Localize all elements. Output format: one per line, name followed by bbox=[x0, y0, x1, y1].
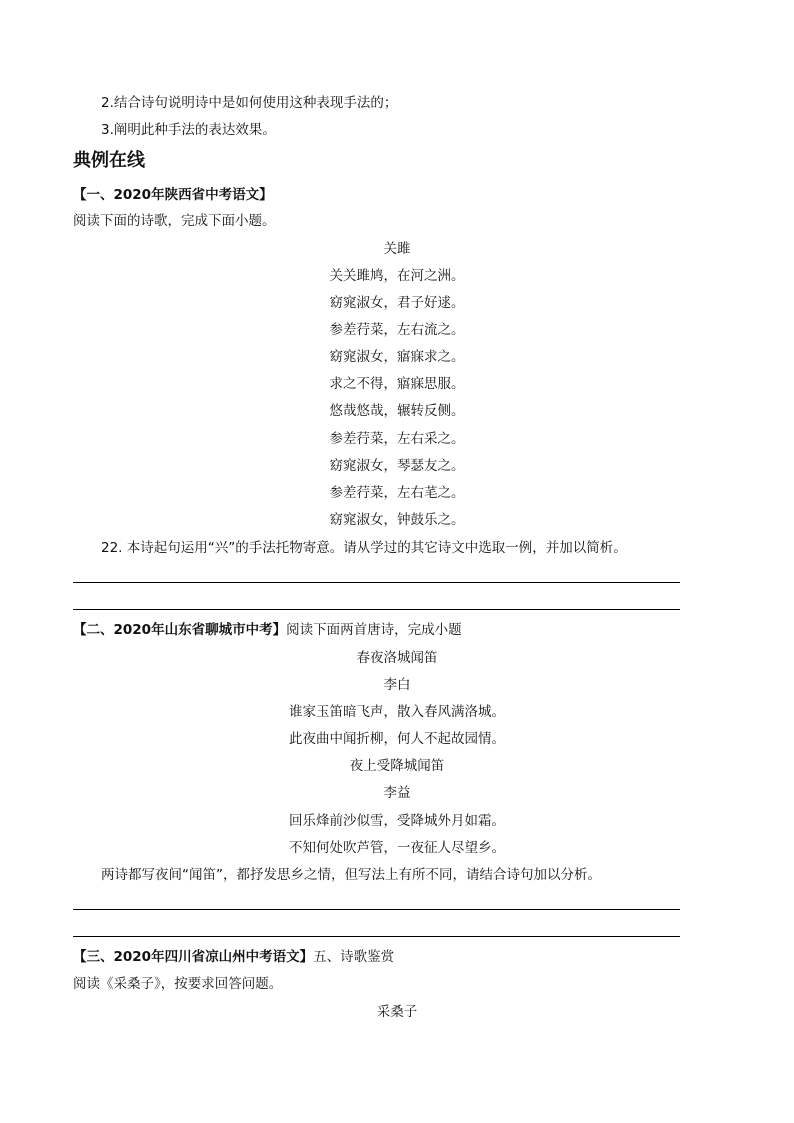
example3-source: 【三、2020年四川省凉山州中考语文】 bbox=[73, 949, 314, 965]
example2-poem1-title: 春夜洛城闻笛 bbox=[356, 650, 438, 666]
poem-line: 窈窕淑女，钟鼓乐之。 bbox=[329, 512, 465, 528]
example3-poem-title: 采桑子 bbox=[376, 1004, 418, 1020]
example2-question: 两诗都写夜间“闻笛”，都抒发思乡之情，但写法上有所不同，请结合诗句加以分析。 bbox=[101, 867, 601, 883]
example3-source-suffix: 五、诗歌鉴赏 bbox=[313, 949, 395, 965]
answer-line bbox=[73, 936, 680, 937]
example2-poem2-title: 夜上受降城闻笛 bbox=[349, 758, 445, 774]
intro-step-3: 3.阐明此种手法的表达效果。 bbox=[101, 122, 276, 138]
example2-source: 【二、2020年山东省聊城市中考】 bbox=[73, 622, 287, 638]
poem-line: 不知何处吹芦管，一夜征人尽望乡。 bbox=[289, 840, 505, 856]
poem-line: 参差荇菜，左右流之。 bbox=[329, 322, 465, 338]
example3-instruction: 阅读《采桑子》，按要求回答问题。 bbox=[73, 976, 283, 992]
example3-header bbox=[73, 951, 394, 965]
poem-line: 参差荇菜，左右芼之。 bbox=[329, 485, 465, 501]
poem-line: 参差荇菜，左右采之。 bbox=[329, 431, 465, 447]
poem-line: 谁家玉笛暗飞声，散入春风满洛城。 bbox=[289, 704, 505, 720]
poem-line: 此夜曲中闻折柳，何人不起故园情。 bbox=[289, 731, 505, 747]
poem-line: 悠哉悠哉，辗转反侧。 bbox=[329, 403, 465, 419]
section-heading: 典例在线 bbox=[73, 150, 145, 171]
example1-instruction: 阅读下面的诗歌，完成下面小题。 bbox=[73, 213, 276, 229]
example2-poem1-author: 李白 bbox=[383, 677, 411, 693]
poem-line: 求之不得，寤寐思服。 bbox=[329, 376, 465, 392]
answer-line bbox=[73, 909, 680, 910]
poem-line: 窈窕淑女，寤寐求之。 bbox=[329, 349, 465, 365]
answer-line bbox=[73, 582, 680, 583]
poem-line: 关关雎鸠，在河之洲。 bbox=[329, 268, 465, 284]
example1-question: 22. 本诗起句运用“兴”的手法托物寄意。请从学过的其它诗文中选取一例，并加以简析。 bbox=[101, 540, 627, 556]
example1-poem-title: 关雎 bbox=[383, 241, 411, 257]
answer-line bbox=[73, 609, 680, 610]
poem-line: 窈窕淑女，君子好逑。 bbox=[329, 295, 465, 311]
poem-line: 回乐烽前沙似雪，受降城外月如霜。 bbox=[289, 813, 505, 829]
poem-line: 窈窕淑女，琴瑟友之。 bbox=[329, 458, 465, 474]
example2-poem2-author: 李益 bbox=[383, 785, 411, 801]
intro-step-2: 2.结合诗句说明诗中是如何使用这种表现手法的； bbox=[101, 95, 398, 111]
example1-source: 【一、2020年陕西省中考语文】 bbox=[73, 187, 273, 203]
example2-instruction: 阅读下面两首唐诗，完成小题 bbox=[286, 622, 462, 638]
example2-header bbox=[73, 624, 462, 638]
